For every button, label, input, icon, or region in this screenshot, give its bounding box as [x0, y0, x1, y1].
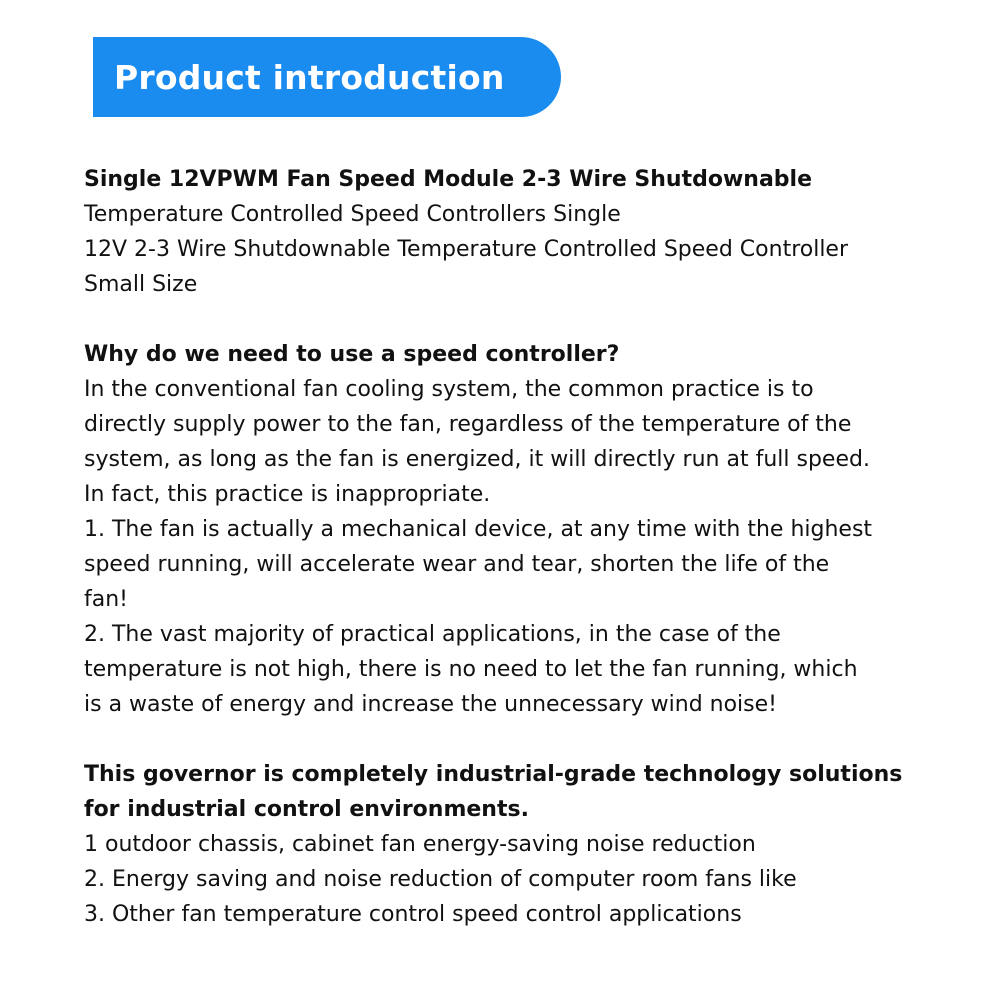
why-line: system, as long as the fan is energized, it will directly run at full speed. — [84, 447, 870, 472]
header-badge — [93, 37, 561, 117]
why-line: In fact, this practice is inappropriate. — [84, 482, 491, 507]
content — [84, 162, 964, 967]
governor-heading: for industrial control environments. — [84, 797, 529, 822]
intro-line: 12V 2-3 Wire Shutdownable Temperature Controlled Speed Controller — [84, 237, 849, 262]
governor-heading: This governor is completely industrial-grade technology solutions — [84, 762, 903, 787]
why-line: is a waste of energy and increase the unnecessary wind noise! — [84, 692, 777, 717]
governor-line: 3. Other fan temperature control speed control applications — [84, 902, 742, 927]
why-line: directly supply power to the fan, regardless of the temperature of the — [84, 412, 852, 437]
intro-heading: Single 12VPWM Fan Speed Module 2-3 Wire Shutdownable — [84, 167, 813, 192]
why-line: 2. The vast majority of practical applications, in the case of the — [84, 622, 781, 647]
governor-line: 1 outdoor chassis, cabinet fan energy-saving noise reduction — [84, 832, 756, 857]
why-line: In the conventional fan cooling system, the common practice is to — [84, 377, 814, 402]
why-section — [84, 337, 964, 722]
why-heading: Why do we need to use a speed controller? — [84, 342, 620, 367]
governor-section — [84, 757, 964, 932]
page-title: Product introduction — [114, 57, 505, 97]
intro-section — [84, 162, 964, 302]
why-line: temperature is not high, there is no need to let the fan running, which — [84, 657, 858, 682]
why-line: fan! — [84, 587, 128, 612]
why-line: speed running, will accelerate wear and tear, shorten the life of the — [84, 552, 830, 577]
intro-line: Small Size — [84, 272, 198, 297]
why-line: 1. The fan is actually a mechanical device, at any time with the highest — [84, 517, 873, 542]
intro-line: Temperature Controlled Speed Controllers Single — [84, 202, 621, 227]
governor-line: 2. Energy saving and noise reduction of computer room fans like — [84, 867, 797, 892]
